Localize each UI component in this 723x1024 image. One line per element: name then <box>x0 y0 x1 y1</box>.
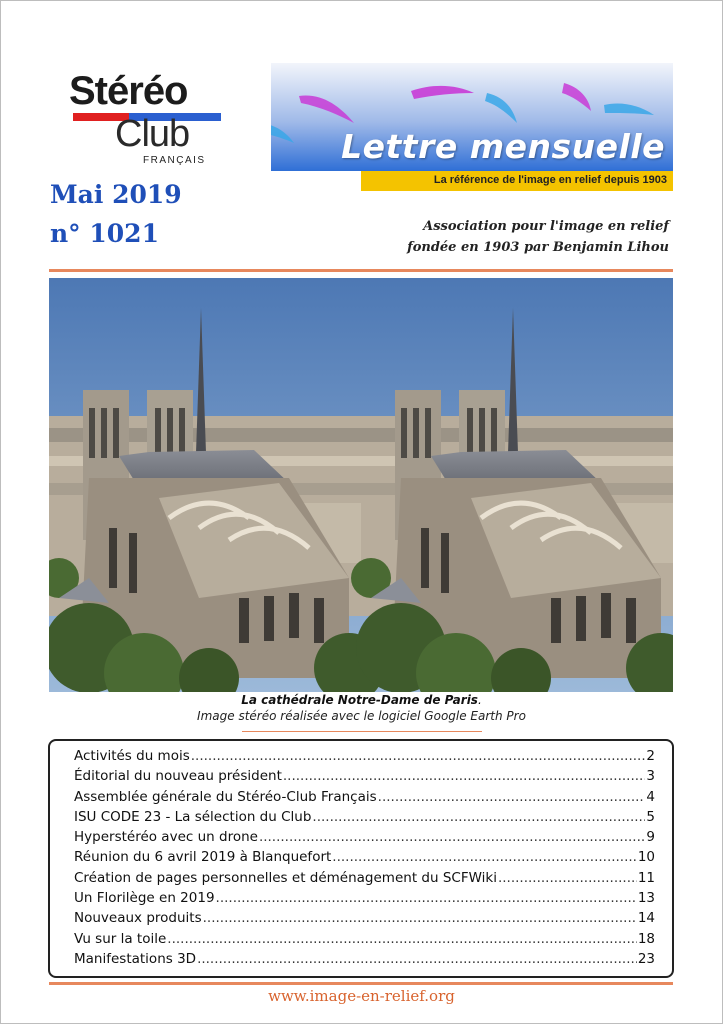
toc-item-page: 13 <box>637 890 655 907</box>
toc-item[interactable] <box>74 910 655 930</box>
table-of-contents <box>48 739 674 978</box>
tagline-bar <box>361 171 673 191</box>
toc-item[interactable] <box>74 768 655 788</box>
toc-item[interactable] <box>74 748 655 768</box>
toc-item-title: Nouveaux produits <box>74 910 202 927</box>
photo-caption-subtitle: Image stéréo réalisée avec le logiciel Google Earth Pro <box>197 709 526 723</box>
caption-divider <box>242 731 482 732</box>
toc-item-title: Réunion du 6 avril 2019 à Blanquefort <box>74 849 332 866</box>
toc-leader-dots <box>203 910 637 926</box>
tagline: La référence de l'image en relief depuis 1903 <box>433 174 667 186</box>
toc-item-title: Assemblée générale du Stéréo-Club Français <box>74 788 377 805</box>
bottom-divider <box>49 982 673 985</box>
logo-word-club: Club <box>115 113 190 155</box>
toc-item[interactable] <box>74 931 655 951</box>
toc-item[interactable] <box>74 849 655 869</box>
toc-item[interactable] <box>74 870 655 890</box>
toc-item-title: Création de pages personnelles et déménagement du SCFWiki <box>74 869 497 886</box>
toc-item-title: Vu sur la toile <box>74 930 167 947</box>
logo-word-stereo: Stéréo <box>69 69 188 113</box>
toc-leader-dots <box>197 951 637 967</box>
toc-item-page: 10 <box>637 849 655 866</box>
toc-leader-dots <box>283 768 646 784</box>
toc-item-page: 5 <box>646 808 655 825</box>
toc-item-page: 9 <box>646 829 655 846</box>
stereo-photo <box>49 278 673 692</box>
toc-item-title: Manifestations 3D <box>74 950 197 967</box>
toc-leader-dots <box>216 890 637 906</box>
toc-item[interactable] <box>74 951 655 971</box>
toc-leader-dots <box>259 829 645 845</box>
toc-leader-dots <box>191 748 646 764</box>
toc-item-title: ISU CODE 23 - La sélection du Club <box>74 808 312 825</box>
toc-leader-dots <box>332 849 637 865</box>
toc-item[interactable] <box>74 890 655 910</box>
toc-item-title: Hyperstéréo avec un drone <box>74 829 258 846</box>
toc-item-title: Activités du mois <box>74 748 190 764</box>
toc-leader-dots <box>378 789 646 805</box>
toc-item-page: 3 <box>646 768 655 785</box>
caption-title-text: La cathédrale Notre-Dame de Paris <box>241 693 478 707</box>
toc-leader-dots <box>312 809 645 825</box>
association-line-2: fondée en 1903 par Benjamin Lihou <box>407 240 669 255</box>
issue-number: n° 1021 <box>50 219 159 248</box>
cathedral-stereo-image <box>49 278 673 692</box>
website-link[interactable]: www.image-en-relief.org <box>268 987 455 1005</box>
caption-title-period: . <box>477 693 482 707</box>
logo-word-francais: FRANÇAIS <box>143 155 206 166</box>
toc-item-page: 4 <box>646 788 655 805</box>
association-line-1: Association pour l'image en relief <box>423 219 669 234</box>
toc-item[interactable] <box>74 789 655 809</box>
photo-caption-title <box>0 693 723 707</box>
toc-item-page: 14 <box>637 910 655 927</box>
top-divider <box>49 269 673 272</box>
toc-leader-dots <box>498 870 637 886</box>
toc-item[interactable] <box>74 809 655 829</box>
toc-item-title: Un Florilège en 2019 <box>74 890 215 907</box>
toc-item-page: 11 <box>637 869 655 886</box>
toc-item[interactable] <box>74 829 655 849</box>
toc-item-title: Éditorial du nouveau président <box>74 768 282 785</box>
issue-date: Mai 2019 <box>50 180 182 209</box>
header-banner <box>49 63 673 171</box>
toc-item-page: 18 <box>637 930 655 947</box>
banner-title: Lettre mensuelle <box>341 127 665 166</box>
toc-item-page: 2 <box>646 748 655 764</box>
toc-item-page: 23 <box>637 950 655 967</box>
club-logo <box>49 63 271 171</box>
toc-leader-dots <box>167 931 637 947</box>
